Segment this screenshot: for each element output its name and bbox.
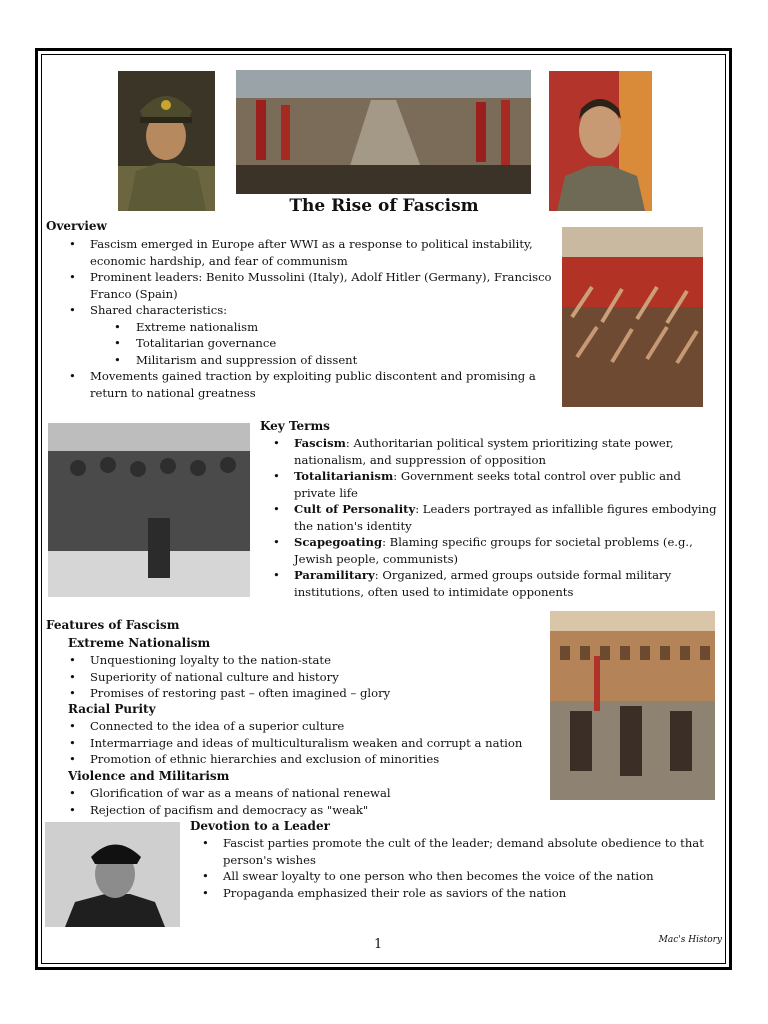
page-title: The Rise of Fascism: [289, 196, 479, 216]
devotion-list: [201, 835, 721, 901]
list-item: • Fascism emerged in Europe after WWI as a response to political instability, economic hardship, and fear of communism: [68, 236, 558, 269]
racial-purity-heading: Racial Purity: [68, 702, 156, 716]
list-item: • All swear loyalty to one person who then becomes the voice of the nation: [201, 868, 721, 885]
rally-crowd-photo: [236, 70, 531, 194]
list-item: • Intermarriage and ideas of multiculturalism weaken and corrupt a nation: [68, 735, 538, 752]
list-item: • Extreme nationalism: [68, 319, 558, 336]
list-item: • Propaganda emphasized their role as saviors of the nation: [201, 885, 721, 902]
overview-list: [68, 236, 558, 401]
features-heading: Features of Fascism: [46, 618, 180, 632]
list-item: • Totalitarianism: Government seeks total control over public and private life: [272, 468, 722, 501]
violence-list: [68, 785, 538, 818]
list-item: • Fascism: Authoritarian political system prioritizing state power, nationalism, and suppression of opposition: [272, 435, 722, 468]
list-item: • Rejection of pacifism and democracy as "weak": [68, 802, 538, 819]
list-item: • Scapegoating: Blaming specific groups for societal problems (e.g., Jewish people, communists): [272, 534, 722, 567]
list-item: • Movements gained traction by exploiting public discontent and promising a return to national greatness: [68, 368, 558, 401]
page-number: 1: [374, 937, 383, 952]
leader-portrait-photo: [45, 822, 180, 927]
list-item: • Superiority of national culture and history: [68, 669, 538, 686]
mussolini-portrait-photo: [118, 71, 215, 211]
colosseum-march-photo: [550, 611, 715, 800]
devotion-heading: Devotion to a Leader: [190, 819, 330, 833]
nationalism-heading: Extreme Nationalism: [68, 636, 211, 650]
nationalism-list: [68, 652, 538, 702]
list-item: • Paramilitary: Organized, armed groups outside formal military institutions, often used to intimidate opponents: [272, 567, 722, 600]
racial-purity-list: [68, 718, 538, 768]
key-terms-list: [272, 435, 722, 600]
list-item: • Prominent leaders: Benito Mussolini (Italy), Adolf Hitler (Germany), Francisco Franco (Spain): [68, 269, 558, 302]
list-item: • Fascist parties promote the cult of the leader; demand absolute obedience to that person's wishes: [201, 835, 721, 868]
list-item: • Connected to the idea of a superior culture: [68, 718, 538, 735]
list-item: • Promises of restoring past – often imagined – glory: [68, 685, 538, 702]
overview-heading: Overview: [46, 219, 107, 233]
list-item: • Militarism and suppression of dissent: [68, 352, 558, 369]
violence-heading: Violence and Militarism: [68, 769, 230, 783]
brand-label: Mac's History: [658, 935, 722, 945]
list-item: • Totalitarian governance: [68, 335, 558, 352]
key-terms-heading: Key Terms: [260, 419, 330, 433]
marching-soldiers-photo: [48, 423, 250, 597]
list-item: • Unquestioning loyalty to the nation-state: [68, 652, 538, 669]
list-item: • Promotion of ethnic hierarchies and exclusion of minorities: [68, 751, 538, 768]
list-item: • Cult of Personality: Leaders portrayed as infallible figures embodying the nation's identity: [272, 501, 722, 534]
list-item: • Glorification of war as a means of national renewal: [68, 785, 538, 802]
list-item: • Shared characteristics:: [68, 302, 558, 319]
salute-crowd-photo: [562, 227, 703, 407]
franco-portrait-photo: [549, 71, 652, 211]
